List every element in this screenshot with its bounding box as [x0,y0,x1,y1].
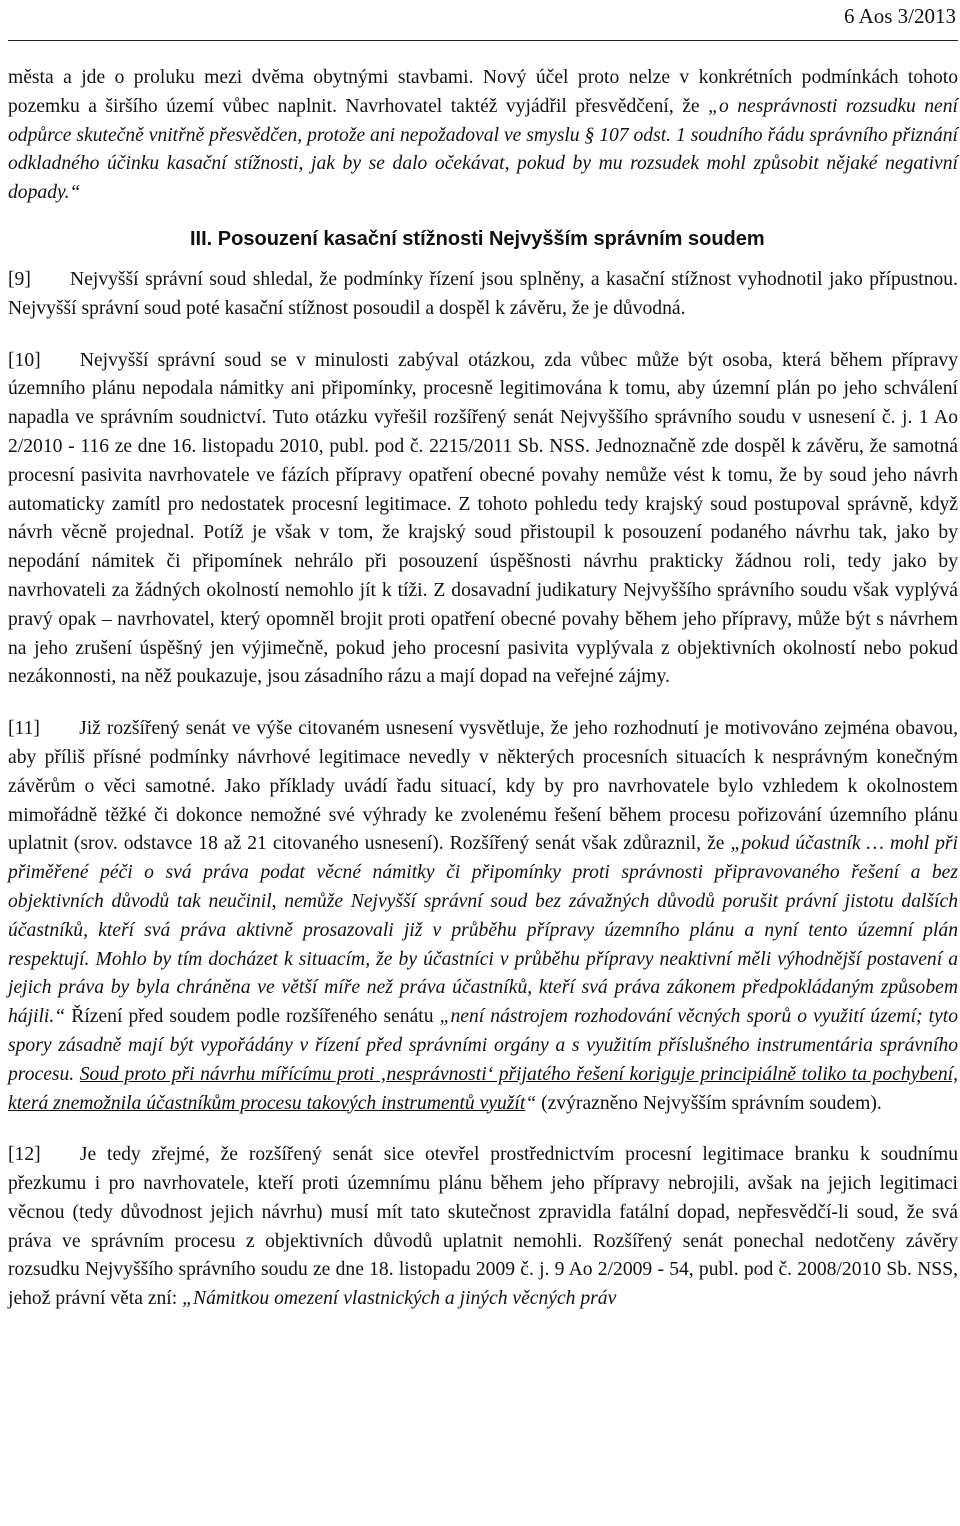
paragraph-11-text-3: (zvýrazněno Nejvyšším správním soudem). [536,1092,882,1114]
paragraph-12-text: [12] Je tedy zřejmé, že rozšířený senát sice otevřel prostřednictvím procesní legitimace branku k soudnímu přezkumu i pro navrhovatele, kteří proti územnímu plánu během jeho přípravy nebrojili, avšak na jejich legitimaci věcnou (tedy důvodnost jejich návrhu) musí mít tato skutečnost zpravidla fatální dopad, nepřesvědčí-li soud, že svá práva ve správním procesu z objektivních důvodů uplatnit nemohli. Rozšířený senát ponechal nedotčeny závěry rozsudku Nejvyššího správního soudu ze dne 18. listopadu 2009 č. j. 9 Ao 2/2009 - 54, publ. pod č. 2008/2010 Sb. NSS, jehož právní věta zní: [8,1144,958,1310]
document-body [8,64,958,1314]
case-reference: 6 Aos 3/2013 [843,4,956,28]
paragraph-11-quote-1: „pokud účastník … mohl při přiměřené péči o svá práva podat věcné námitky či připomínky proti správnosti připravovaného řešení a bez objektivních důvodů tak neučinil, nemůže Nejvyšší správní soud bez závažných důvodů porušit právní jistotu dalších účastníků, kteří svá práva aktivně prosazovali již v průběhu přípravy územního plánu a nyní tento územní plán respektují. Mohlo by tím docházet k situacím, že by účastníci v průběhu přípravy neaktivní měli výhodnější postavení a jejich práva by byla chráněna ve větší míře než práva účastníků, kteří svá práva zákonem předpokládaným způsobem hájili.“ [8,833,958,1028]
section-heading [190,224,958,254]
section-number: III. [190,227,213,250]
paragraph-11-text-2: Řízení před soudem podle rozšířeného senátu [65,1006,440,1028]
paragraph-11-emphasized-quote: Soud proto při návrhu mířícímu proti ‚nesprávnosti‘ přijatého řešení koriguje principiálně toliko ta pochybení, která znemožnila účastníkům procesu takových instrumentů využít [8,1063,958,1114]
paragraph-9 [8,266,958,324]
intro-text: města a jde o proluku mezi dvěma obytnými stavbami. Nový účel proto nelze v konkrétních podmínkách tohoto pozemku a širšího území vůbec naplnit. Navrhovatel taktéž vyjádřil přesvědčení, že [8,67,958,117]
paragraph-11 [8,715,958,1118]
paragraph-11-text-1: [11] Již rozšířený senát ve výše citovaném usnesení vysvětluje, že jeho rozhodnutí je motivováno zejména obavou, aby příliš přísné podmínky návrhové legitimace nevedly v některých procesních situacích k nesprávným konečným závěrům o věci samotné. Jako příklady uvádí řadu situací, kdy by pro navrhovatele bylo vzhledem k okolnostem mimořádně těžké či dokonce nemožné své výhrady ke zvolenému řešení během procesu pořizování územního plánu uplatnit (srov. odstavce 18 až 21 citovaného usnesení). Rozšířený senát však zdůraznil, že [8,718,958,855]
header-divider [8,40,958,41]
paragraph-10-text: [10] Nejvyšší správní soud se v minulosti zabýval otázkou, zda vůbec může být osoba, která během přípravy územního plánu nepodala námitky ani připomínky, procesně legitimována k tomu, aby územní plán po jeho schválení napadla ve správním soudnictví. Tuto otázku vyřešil rozšířený senát Nejvyššího správního soudu v usnesení č. j. 1 Ao 2/2010 - 116 ze dne 16. listopadu 2010, publ. pod č. 2215/2011 Sb. NSS. Jednoznačně zde dospěl k závěru, že samotná procesní pasivita navrhovatele ve fázích přípravy opatření obecné povahy nemůže vést k tomu, že by soud jeho návrh automaticky zamítl pro nedostatek procesní legitimace. Z tohoto pohledu tedy krajský soud postupoval správně, když návrh věcně projednal. Potíž je však v tom, že krajský soud přistoupil k posouzení podaného návrhu tak, jako by nepodání námitek či připomínek nehrálo při posouzení úspěšnosti návrhu prakticky žádnou roli, tedy jako by navrhovateli za žádných okolností nemohlo jít k tíži. Z dosavadní judikatury Nejvyššího správního soudu však vyplývá pravý opak – navrhovatel, který opomněl brojit proti opatření obecné povahy během jeho přípravy, může být s návrhem na jeho zrušení úspěšný jen výjimečně, pokud jeho procesní pasivita vyplývala z objektivních okolností nebo pokud nezákonnosti, na něž poukazuje, jsou zásadního rázu a mají dopad na veřejné zájmy. [8,349,958,688]
paragraph-11-quote-end: “ [525,1092,537,1114]
paragraph-9-text: [9] Nejvyšší správní soud shledal, že podmínky řízení jsou splněny, a kasační stížnost vyhodnotil jako přípustnou. Nejvyšší správní soud poté kasační stížnost posoudil a dospěl k závěru, že je důvodná. [8,268,958,319]
paragraph-11-quote-2: „není nástrojem rozhodování věcných sporů o využití území; tyto spory zásadně mají být vypořádány v řízení před správními orgány a s využitím příslušného instrumentária správního procesu. [8,1006,958,1085]
paragraph-10 [8,347,958,693]
paragraph-12-quote: „Námitkou omezení vlastnických a jiných věcných práv [182,1288,617,1310]
intro-paragraph [8,64,958,208]
section-title: Posouzení kasační stížnosti Nejvyšším správním soudem [217,227,765,250]
intro-quote: „o nesprávnosti rozsudku není odpůrce skutečně vnitřně přesvědčen, protože ani nepožadoval ve smyslu § 107 odst. 1 soudního řádu správního přiznání odkladného účinku kasační stížnosti, jak by se dalo očekávat, pokud by mu rozsudek mohl způsobit nějaké negativní dopady.“ [8,95,958,204]
paragraph-12 [8,1141,958,1314]
